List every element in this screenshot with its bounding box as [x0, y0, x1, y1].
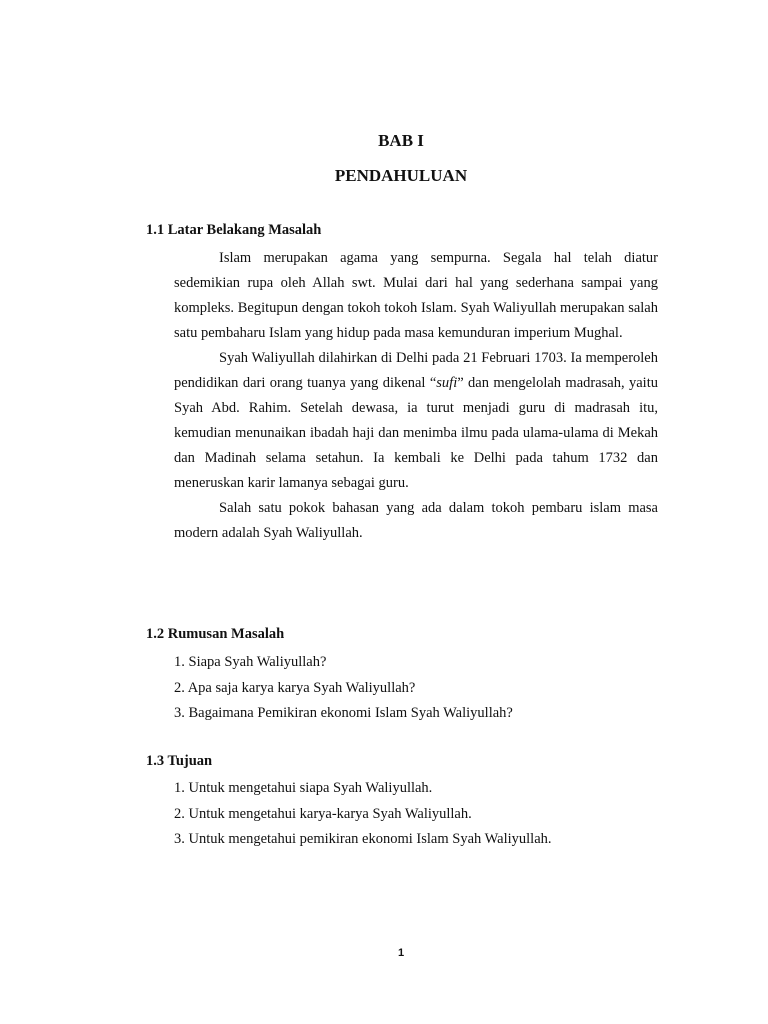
list-item: 2. Apa saja karya karya Syah Waliyullah?: [174, 679, 416, 696]
list-item: 2. Untuk mengetahui karya-karya Syah Waliyullah.: [174, 805, 472, 822]
problem-list: [174, 650, 513, 727]
list-item: 3. Untuk mengetahui pemikiran ekonomi Islam Syah Waliyullah.: [174, 831, 552, 847]
chapter-title: PENDAHULUAN: [334, 166, 468, 185]
page-number: 1: [397, 947, 405, 959]
paragraph-text: Syah Waliyullah dilahirkan di Delhi pada 21 Februari 1703. Ia memperoleh pendidikan dari orang tuanya yang dikenal “: [174, 350, 658, 391]
section-heading-problem: 1.2 Rumusan Masalah: [146, 626, 285, 642]
section-heading-purpose: 1.3 Tujuan: [146, 753, 213, 769]
emphasis-term: sufi: [436, 375, 458, 391]
paragraph: [174, 346, 658, 496]
list-item: 1. Siapa Syah Waliyullah?: [174, 654, 327, 670]
section-heading-background: 1.1 Latar Belakang Masalah: [146, 222, 322, 238]
paragraph: Salah satu pokok bahasan yang ada dalam tokoh pembaru islam masa modern adalah Syah Waliyullah.: [174, 500, 658, 541]
list-item: 3. Bagaimana Pemikiran ekonomi Islam Syah Waliyullah?: [174, 705, 513, 721]
paragraph: Islam merupakan agama yang sempurna. Segala hal telah diatur sedemikian rupa oleh Allah swt. Mulai dari hal yang sederhana sampai yang kompleks. Begitupun dengan tokoh tokoh Islam. Syah Waliyullah merupakan salah satu pembaharu Islam yang hidup pada masa kemunduran imperium Mughal.: [174, 250, 658, 341]
list-item: 1. Untuk mengetahui siapa Syah Waliyullah.: [174, 780, 433, 796]
section-body-background: [174, 246, 658, 546]
purpose-list: [174, 776, 552, 853]
chapter-number: BAB I: [378, 131, 424, 150]
paragraph-text: ” dan mengelolah madrasah, yaitu Syah Abd. Rahim. Setelah dewasa, ia turut menjadi guru di madrasah itu, kemudian menunaikan ibadah haji dan menimba ilmu pada ulama-ulama di Mekah dan Madinah selama setahun. Ia kembali ke Delhi pada tahum 1732 dan meneruskan karir lamanya sebagai guru.: [174, 375, 658, 491]
